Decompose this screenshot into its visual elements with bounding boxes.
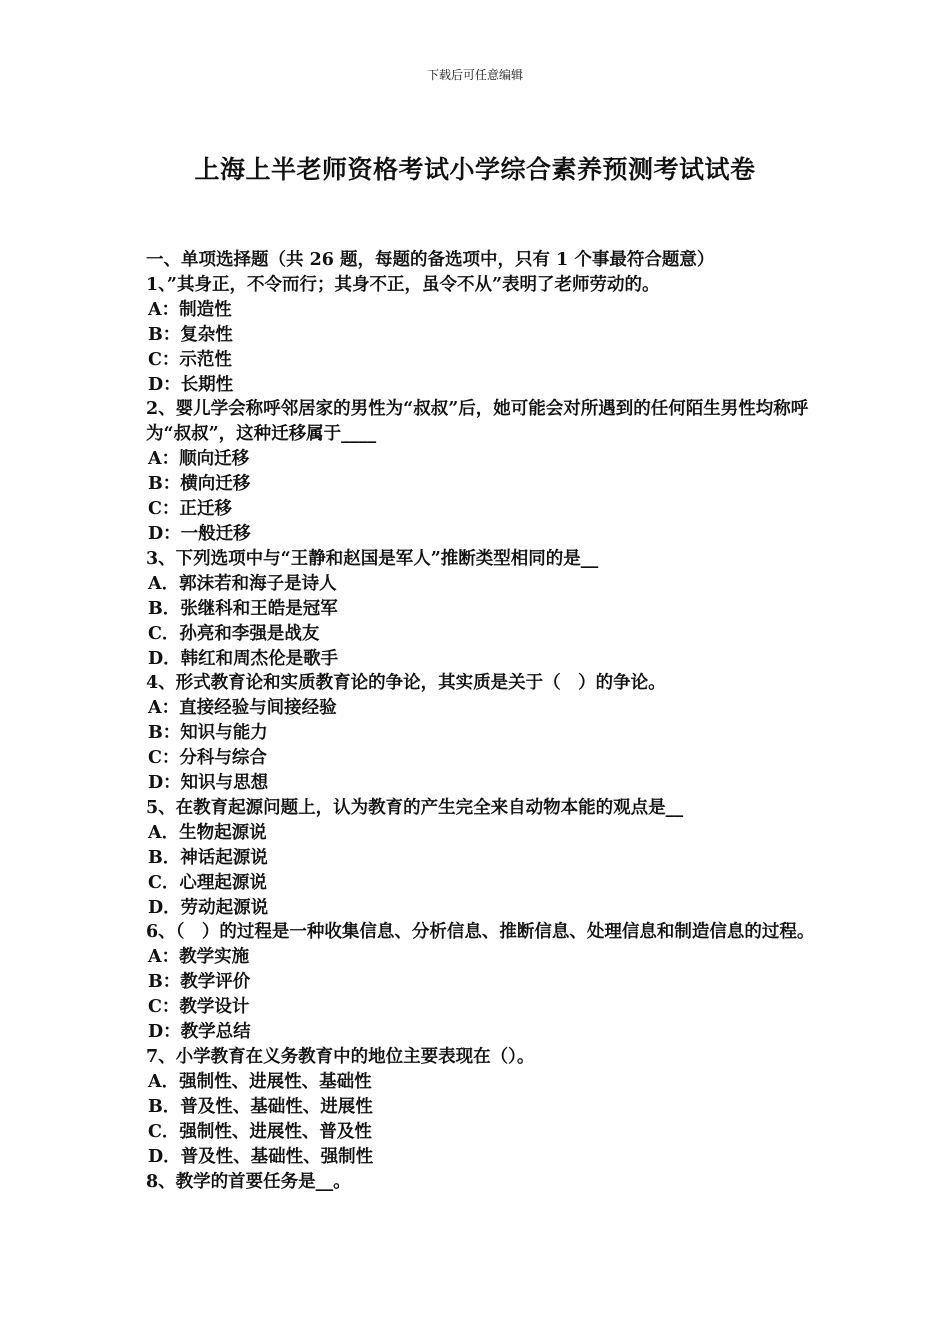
question-5	[146, 796, 816, 921]
question-1	[146, 273, 816, 398]
option-b: B．神话起源说	[148, 847, 268, 868]
page-title: 上海上半老师资格考试小学综合素养预测考试试卷	[194, 155, 756, 184]
option-d: D：知识与思想	[148, 773, 269, 794]
option-c: C：教学设计	[148, 997, 250, 1018]
question-8	[146, 1170, 816, 1195]
option-a: A：制造性	[148, 299, 232, 320]
option-c: C：示范性	[148, 349, 232, 370]
question-list	[146, 248, 816, 1194]
question-stem: 4、形式教育论和实质教育论的争论，其实质是关于（ ）的争论。	[146, 673, 666, 694]
option-a: A：直接经验与间接经验	[148, 698, 337, 719]
option-c: C：正迁移	[148, 499, 232, 520]
question-stem: 8、教学的首要任务是__。	[146, 1171, 351, 1192]
header-note: 下载后可任意编辑	[426, 68, 523, 82]
question-4	[146, 671, 816, 796]
question-stem: 1、”其身正，不令而行；其身不正，虽令不从”表明了老师劳动的。	[146, 274, 660, 295]
question-stem: 3、下列选项中与“王静和赵国是军人”推断类型相同的是__	[146, 548, 599, 569]
question-stem: 5、在教育起源问题上，认为教育的产生完全来自动物本能的观点是__	[146, 797, 684, 818]
option-a: A．郭沫若和海子是诗人	[148, 573, 337, 594]
question-6	[146, 920, 816, 1045]
option-c: C．心理起源说	[148, 872, 267, 893]
option-d: D．普及性、基础性、强制性	[148, 1146, 374, 1167]
option-c: C．孙亮和李强是战友	[148, 623, 320, 644]
option-d: D．劳动起源说	[148, 897, 269, 918]
option-c: C．强制性、进展性、普及性	[148, 1121, 372, 1142]
question-2	[146, 397, 816, 546]
option-b: B：横向迁移	[148, 474, 251, 495]
question-7	[146, 1045, 816, 1170]
question-stem: 7、小学教育在义务教育中的地位主要表现在（）。	[146, 1047, 535, 1067]
option-c: C：分科与综合	[148, 748, 267, 769]
question-stem: 2、婴儿学会称呼邻居家的男性为“叔叔”后，她可能会对所遇到的任何陌生男性均称呼为“叔叔”，这种迁移属于____	[146, 399, 809, 445]
option-d: D：教学总结	[148, 1022, 251, 1043]
option-a: A：顺向迁移	[148, 449, 250, 470]
option-a: A：教学实施	[148, 947, 250, 968]
option-b: B．张继科和王皓是冠军	[148, 598, 338, 619]
option-d: D：长期性	[148, 374, 234, 395]
option-a: A．强制性、进展性、基础性	[148, 1071, 372, 1092]
question-3	[146, 547, 816, 672]
option-b: B：教学评价	[148, 972, 251, 993]
question-stem: 6、（ ）的过程是一种收集信息、分析信息、推断信息、处理信息和制造信息的过程。	[146, 922, 815, 943]
option-d: D．韩红和周杰伦是歌手	[148, 648, 339, 669]
section-heading: 一、单项选择题（共 26 题，每题的备选项中，只有 1 个事最符合题意）	[146, 250, 715, 270]
option-d: D：一般迁移	[148, 523, 251, 544]
option-b: B：知识与能力	[148, 723, 268, 744]
option-b: B．普及性、基础性、进展性	[148, 1096, 373, 1117]
option-b: B：复杂性	[148, 324, 233, 345]
option-a: A．生物起源说	[148, 822, 267, 843]
